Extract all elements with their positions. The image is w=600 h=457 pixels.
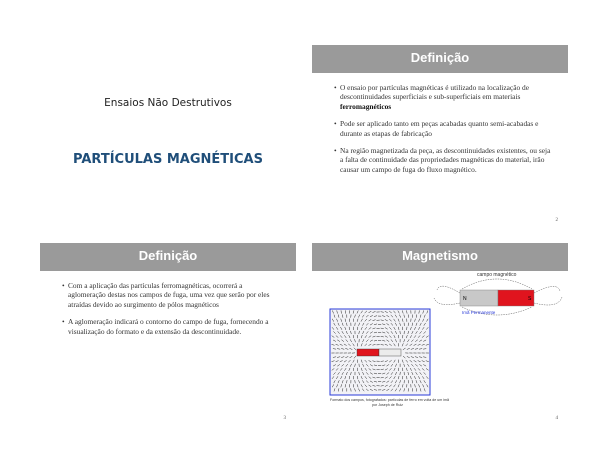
bullet-text: O ensaio por partículas magnéticas é utilizado na localização de descontinuidades superficiais e sub-superficiais em materiais: [340, 83, 529, 102]
bullet-list: [62, 281, 280, 344]
figure-caption: Formato dos campos, fotografados: partículas de ferro em volta de um imã: [330, 398, 450, 402]
bullet-item: [62, 281, 280, 309]
magnet-caption: Imã Permanente: [462, 310, 496, 315]
slide-title: Magnetismo: [402, 248, 478, 263]
field-line: [434, 298, 460, 305]
bullet-text: A aglomeração indicará o contorno do campo de fuga, fornecendo a visualização do formato e da extensão da descontinuidade.: [68, 317, 269, 336]
bullet-item: [62, 317, 280, 336]
bullet-text: Na região magnetizada da peça, as descontinuidades existentes, ou seja a falta de continuidade das propriedades magnéticas do material, irão causar um campo de fuga do fluxo magnético.: [340, 146, 551, 174]
page-number: 2: [555, 218, 558, 223]
field-label: campo magnético: [477, 272, 517, 278]
bullet-text: Com a aplicação das partículas ferromagnéticas, ocorrerá a aglomeração destas nos campos de fuga, uma vez que serão por eles atraídas devido ao surgimento de pólos magnéticos: [68, 281, 270, 309]
slide-subtitle: Ensaios Não Destrutivos: [104, 97, 232, 109]
field-line: [534, 297, 562, 305]
iron-filings-photo: [330, 309, 430, 395]
pole-s-label: S: [528, 296, 532, 302]
slide-2[interactable]: [312, 45, 568, 237]
slide-title-bar: [40, 243, 296, 271]
photo-magnet-white: [379, 349, 401, 356]
bullet-text: Pode ser aplicado tanto em peças acabadas quanto semi-acabadas e durante as etapas de fabricação: [340, 119, 539, 138]
bar-magnet-diagram: [434, 272, 562, 315]
slide-title: Definição: [410, 50, 470, 65]
magnetism-figure: [312, 243, 568, 435]
slide-title: Definição: [138, 248, 198, 263]
slide-1[interactable]: [40, 45, 296, 237]
field-line: [437, 286, 460, 293]
field-line: [534, 286, 560, 293]
figure-caption-credit: por Joseph de Ruiz: [372, 403, 403, 407]
pole-n-label: N: [463, 296, 467, 302]
page-number: 3: [283, 416, 286, 421]
field-line: [462, 279, 532, 289]
bullet-list: [334, 83, 552, 182]
photo-magnet-red: [357, 349, 379, 356]
slide-title-bar: [312, 45, 568, 73]
bullet-bold-text: ferromagnéticos: [340, 101, 392, 111]
bullet-item: [334, 119, 552, 138]
bullet-item: [334, 146, 552, 174]
slide-4[interactable]: [312, 243, 568, 435]
page-number: 4: [555, 416, 558, 421]
slide-main-title: PARTÍCULAS MAGNÉTICAS: [73, 152, 263, 167]
bullet-item: [334, 83, 552, 111]
slide-3[interactable]: [40, 243, 296, 435]
